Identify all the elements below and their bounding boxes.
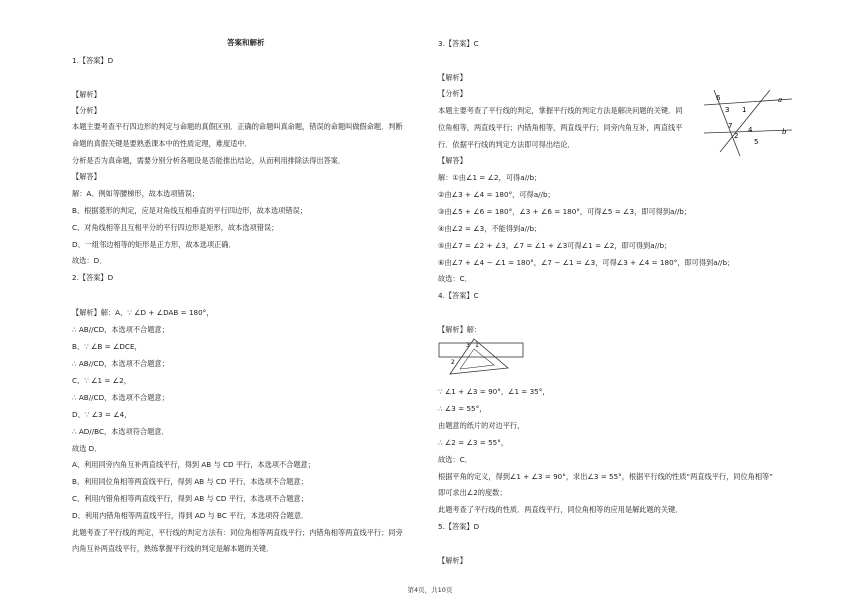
- text-line: 【解析】解：: [438, 325, 482, 334]
- text-line: ⑤由∠7 = ∠2 + ∠3，∠7 = ∠1 + ∠3可得∠1 = ∠2，即可得到a//b；: [438, 241, 672, 250]
- text-line: 本题主要考查了平行线的判定，掌握平行线的判定方法是解决问题的关键．同: [438, 106, 683, 115]
- text-line: ④由∠2 = ∠3，不能得到a//b；: [438, 224, 542, 233]
- text-line: 故选：D．: [72, 256, 107, 265]
- text-line: 故选：C．: [438, 274, 472, 283]
- text-line: 本题主要考查平行四边形的判定与命题的真假区别．正确的命题叫真命题，错误的命题叫做假命题．判断: [72, 122, 403, 131]
- text-line: ∴ AB//CD，本选项不合题意；: [72, 359, 169, 368]
- set-square-figure: [438, 338, 524, 378]
- triangle-outer: [450, 339, 508, 374]
- text-line: 3.【答案】C: [438, 39, 479, 48]
- text-line: 5.【答案】D: [438, 522, 480, 531]
- text-line: ∴ AD//BC，本选项符合题意．: [72, 427, 169, 436]
- text-line: 【解析】: [438, 556, 467, 565]
- text-line: 命题的真假关键是要熟悉课本中的性质定理，难度适中．: [72, 139, 252, 148]
- transversal-2: [720, 90, 770, 152]
- text-line: 【分析】: [72, 106, 101, 115]
- text-line: 【分析】: [438, 89, 467, 98]
- text-line: ∴ ∠3 = 55°，: [438, 404, 487, 413]
- text-line: C、∵ ∠1 = ∠2，: [72, 376, 131, 385]
- label-1: 1: [475, 342, 479, 349]
- text-line: 此题考查了平行线的判定，平行线的判定方法有：同位角相等两直线平行；内错角相等两直线平行；同旁: [72, 528, 403, 537]
- text-line: 根据平角的定义，得到∠1 + ∠3 = 90°，求出∠3 = 55°，根据平行线的性质“两直线平行，同位角相等”: [438, 472, 773, 481]
- label-4: 4: [748, 126, 753, 134]
- text-line: ⑥由∠7 + ∠4 − ∠1 = 180°，∠7 − ∠1 = ∠3，可得∠3 + ∠4 = 180°，即可得到a//b；: [438, 258, 735, 267]
- text-line: 故选：C．: [438, 455, 472, 464]
- text-line: 【解析】: [438, 73, 467, 82]
- text-line: A、利用同旁内角互补两直线平行，得到 AB 与 CD 平行，本选项不合题意；: [72, 460, 315, 469]
- text-line: 解：①由∠1 = ∠2，可得a//b；: [438, 173, 542, 182]
- text-line: ②由∠3 + ∠4 = 180°，可得a//b；: [438, 190, 555, 199]
- text-line: 【解析】解：A、∵ ∠D + ∠DAB = 180°，: [72, 308, 214, 317]
- text-line: D、利用内错角相等两直线平行，得到 AD 与 BC 平行，本选项符合题意．: [72, 511, 309, 520]
- text-line: ∴ AB//CD，本选项不合题意；: [72, 325, 169, 334]
- label-2: 2: [734, 132, 739, 140]
- text-line: 2.【答案】D: [72, 273, 114, 282]
- text-line: B、利用同位角相等两直线平行，得到 AB 与 CD 平行，本选项不合题意；: [72, 477, 308, 486]
- page-title: 答案和解析: [227, 38, 265, 47]
- text-line: 位角相等，两直线平行；内错角相等，两直线平行；同旁内角互补，两直线平: [438, 123, 683, 132]
- label-7: 7: [728, 122, 733, 130]
- label-2: 2: [451, 359, 455, 366]
- text-line: C、利用内错角相等两直线平行，得到 AB 与 CD 平行，本选项不合题意；: [72, 494, 308, 503]
- label-1: 1: [742, 106, 747, 114]
- text-line: 4.【答案】C: [438, 291, 479, 300]
- text-line: 【解析】: [72, 90, 101, 99]
- parallel-lines-figure: [700, 88, 798, 158]
- text-line: 由题意的纸片的对边平行，: [438, 421, 525, 430]
- label-5: 5: [754, 138, 759, 146]
- label-a: a: [778, 96, 783, 104]
- text-line: ③由∠5 + ∠6 = 180°，∠3 + ∠6 = 180°，可得∠5 = ∠3，即可得到a//b；: [438, 207, 691, 216]
- text-line: D、∵ ∠3 = ∠4，: [72, 410, 132, 419]
- text-line: 内角互补两直线平行，熟练掌握平行线的判定是解本题的关键．: [72, 544, 274, 553]
- text-line: C、对角线相等且互相平分的平行四边形是矩形，故本选项错误；: [72, 223, 279, 232]
- text-line: 行．依据平行线的判定方法即可得出结论．: [438, 140, 575, 149]
- label-3: 3: [725, 106, 730, 114]
- label-b: b: [782, 128, 787, 136]
- text-line: 【解答】: [72, 172, 101, 181]
- page-footer: 第4页，共10页: [407, 586, 453, 594]
- text-line: 解：A、例如等腰梯形，故本选项错误；: [72, 189, 200, 198]
- label-3: 3: [466, 342, 470, 349]
- text-line: ∴ ∠2 = ∠3 = 55°，: [438, 438, 509, 447]
- text-line: 故选 D．: [72, 444, 102, 453]
- text-line: 分析是否为真命题，需要分别分析各题设是否能推出结论，从而利用排除法得出答案．: [72, 156, 346, 165]
- text-line: 即可求出∠2的度数；: [438, 488, 507, 497]
- text-line: 此题考查了平行线的性质．两直线平行，同位角相等的应用是解此题的关键．: [438, 505, 683, 514]
- text-line: ∴ AB//CD，本选项不合题意；: [72, 393, 169, 402]
- text-line: ∵ ∠1 + ∠3 = 90°，∠1 = 35°，: [438, 387, 550, 396]
- text-line: B、根据菱形的判定，应是对角线互相垂直的平行四边形，故本选项错误；: [72, 206, 307, 215]
- text-line: 1.【答案】D: [72, 56, 114, 65]
- text-line: D、一组邻边相等的矩形是正方形，故本选项正确．: [72, 240, 236, 249]
- text-line: 【解答】: [438, 156, 467, 165]
- text-line: B、∵ ∠B = ∠DCE，: [72, 342, 142, 351]
- label-6: 6: [716, 94, 721, 102]
